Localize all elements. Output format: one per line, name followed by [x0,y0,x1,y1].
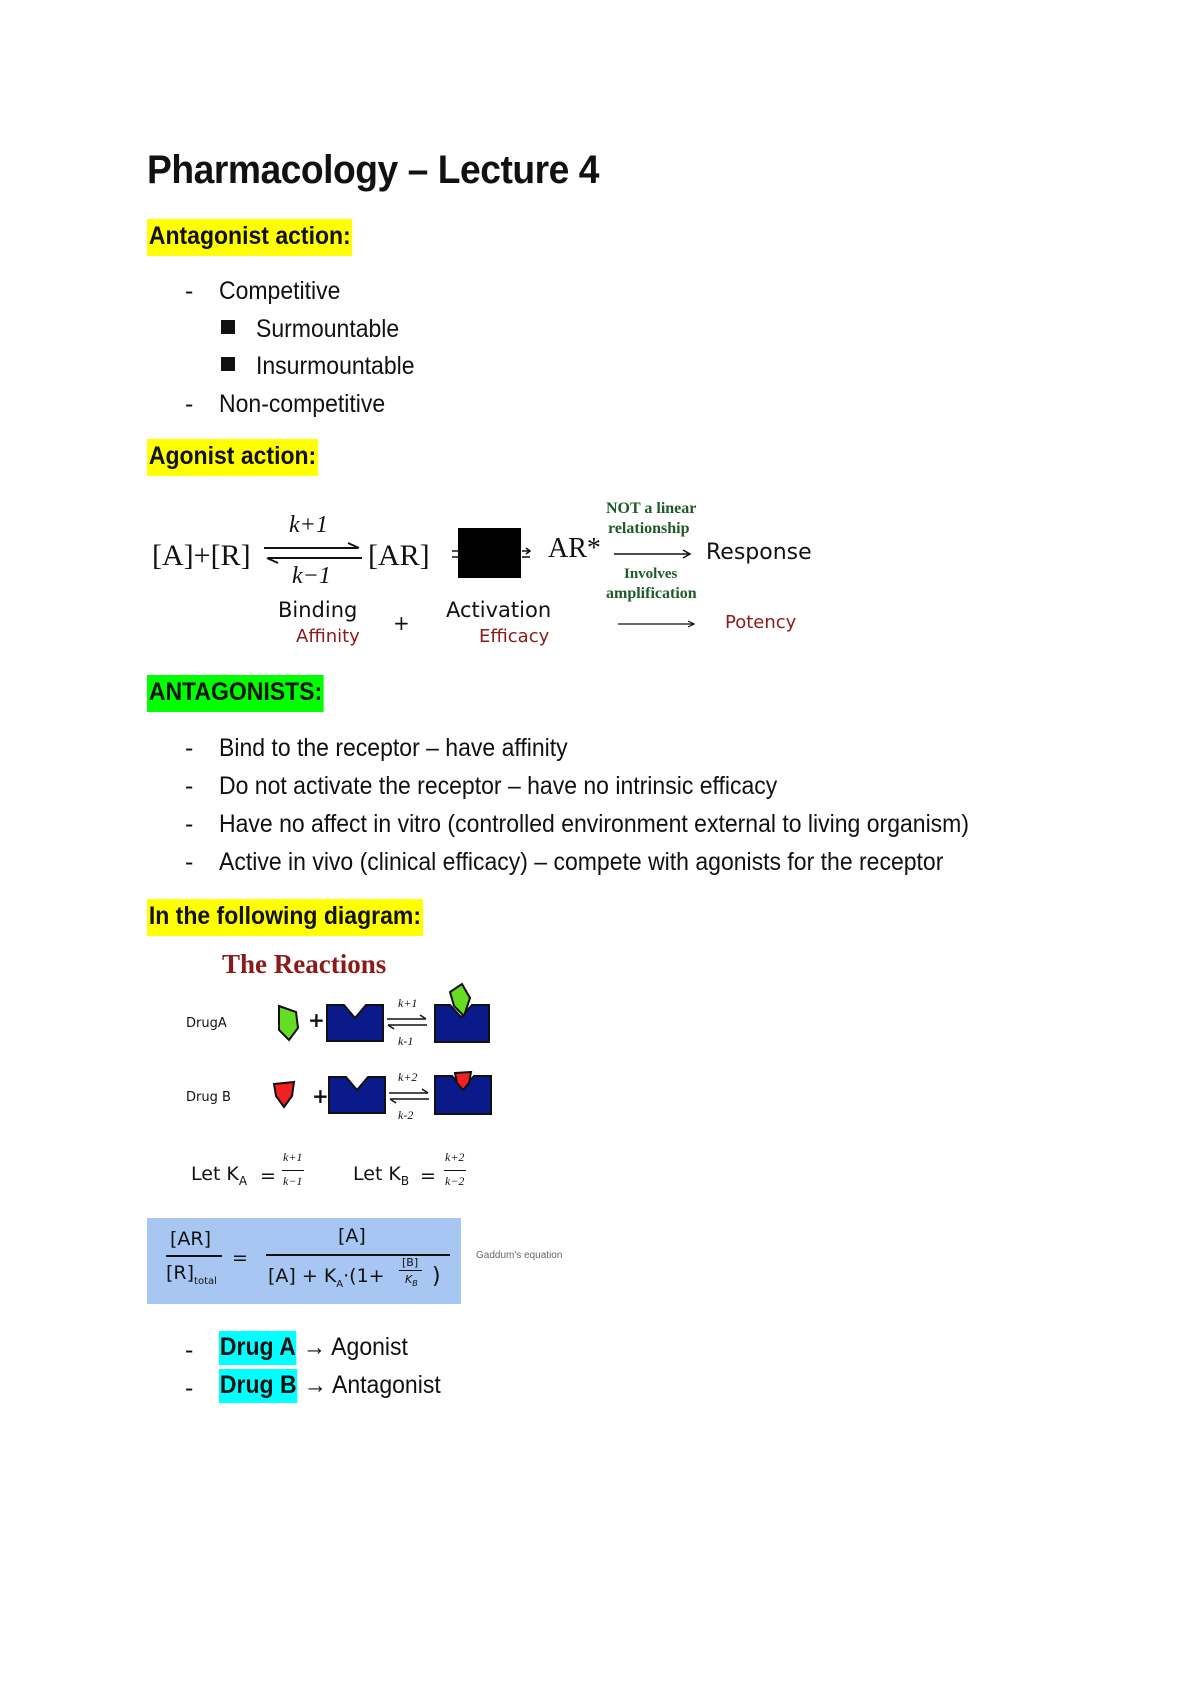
fraction-bar [282,1170,304,1171]
following-diagram-heading: In the following diagram: [147,899,423,936]
list-item: Have no affect in vitro (controlled environment external to living organism) [219,810,970,838]
agonist-action-heading: Agonist action: [147,439,318,476]
square-bullet-icon [221,320,249,340]
response-label: Response [706,540,812,565]
kb-numerator: k+2 [445,1150,465,1164]
note-bottom-line2: amplification [606,585,697,602]
plus-sign: + [393,611,410,635]
note-top-line1: NOT a linear [606,500,697,517]
eq-rhs-denominator: $[A] + K_A\cdot(1+$ [268,1265,385,1290]
square-bullet-icon [221,357,249,377]
let-kb-text: Let $K_B$ [353,1163,410,1188]
activation-arrows-icon [452,547,532,561]
k-forward-label: k+1 [289,512,328,538]
drug-b-shape-icon [272,1080,300,1110]
drug-a-role-line: Drug A → Agonist [219,1333,408,1362]
kb-denominator: k−2 [445,1174,465,1188]
drug-b-receptor-complex-icon [432,1070,494,1116]
fraction-bar [399,1270,422,1271]
note-bottom-line1: Involves [624,566,678,582]
bullet-dash: - [185,1374,194,1402]
page-title: Pharmacology – Lecture 4 [147,148,599,192]
plus-sign: + [308,1008,325,1032]
fraction-bar [166,1255,222,1257]
equals-sign: = [260,1165,276,1187]
note-top-line2: relationship [608,520,690,537]
bullet-dash: - [185,734,194,762]
list-item-surmountable: Surmountable [256,315,400,343]
drug-a-label: DrugA [186,1016,227,1031]
list-item: Do not activate the receptor – have no intrinsic efficacy [219,772,778,800]
bullet-dash: - [185,810,194,838]
fraction-bar [444,1170,466,1171]
potency-arrow-icon [617,618,697,630]
list-item-non-competitive: Non-competitive [219,390,386,418]
drug-b-label: Drug B [186,1090,231,1105]
complex-label: [AR] [368,539,430,572]
affinity-label: Affinity [296,626,360,647]
potency-label: Potency [725,612,797,633]
bullet-dash: - [185,390,194,418]
equilibrium-arrows-icon [262,542,364,564]
list-item-competitive: Competitive [219,277,341,305]
k-reverse-label: k−1 [292,563,331,589]
drug-b-role-line: Drug B → Antagonist [219,1371,441,1400]
drug-a-receptor-complex-icon [432,982,494,1044]
equals-sign: = [232,1247,248,1269]
bullet-dash: - [185,848,194,876]
receptor-icon [326,1004,384,1042]
k-reverse-b: k-2 [398,1108,414,1122]
fraction-bar [266,1254,450,1256]
let-ka-text: Let $K_A$ [191,1163,248,1188]
k-reverse-a: k-1 [398,1034,414,1048]
eq-rhs-numerator: [A] [338,1225,366,1247]
reactions-title: The Reactions [222,949,387,979]
eq-lhs-numerator: [AR] [170,1228,212,1250]
list-item: Active in vivo (clinical efficacy) – compete with agonists for the receptor [219,848,944,876]
antagonist-action-heading: Antagonist action: [147,219,353,256]
binding-label: Binding [278,598,358,622]
eq-close-paren: ) [432,1264,441,1289]
activated-complex-label: AR* [548,533,601,564]
equals-sign: = [420,1165,436,1187]
list-item: Bind to the receptor – have affinity [219,734,568,762]
equilibrium-arrows-icon [386,1014,428,1030]
eq-lhs-denominator: $[R]_{total}$ [166,1262,217,1287]
response-arrow-icon [613,548,693,560]
bullet-dash: - [185,277,194,305]
plus-sign: + [312,1084,329,1108]
bullet-dash: - [185,1336,194,1364]
k-forward-a: k+1 [398,996,418,1010]
antagonists-heading: ANTAGONISTS: [147,675,324,712]
ka-denominator: k−1 [283,1174,303,1188]
k-forward-b: k+2 [398,1070,418,1084]
eq-inner-denominator: $K_B$ [405,1273,418,1289]
drug-a-shape-icon [276,1002,302,1042]
efficacy-label: Efficacy [479,626,550,647]
list-item-insurmountable: Insurmountable [256,352,415,380]
activation-label: Activation [446,598,552,622]
ka-numerator: k+1 [283,1150,303,1164]
eq-inner-numerator: [B] [402,1256,419,1269]
receptor-icon [328,1076,386,1114]
bullet-dash: - [185,772,194,800]
equation-note: Gaddum's equation [476,1250,563,1261]
reactants-label: [A]+[R] [152,539,251,572]
equilibrium-arrows-icon [388,1088,430,1104]
